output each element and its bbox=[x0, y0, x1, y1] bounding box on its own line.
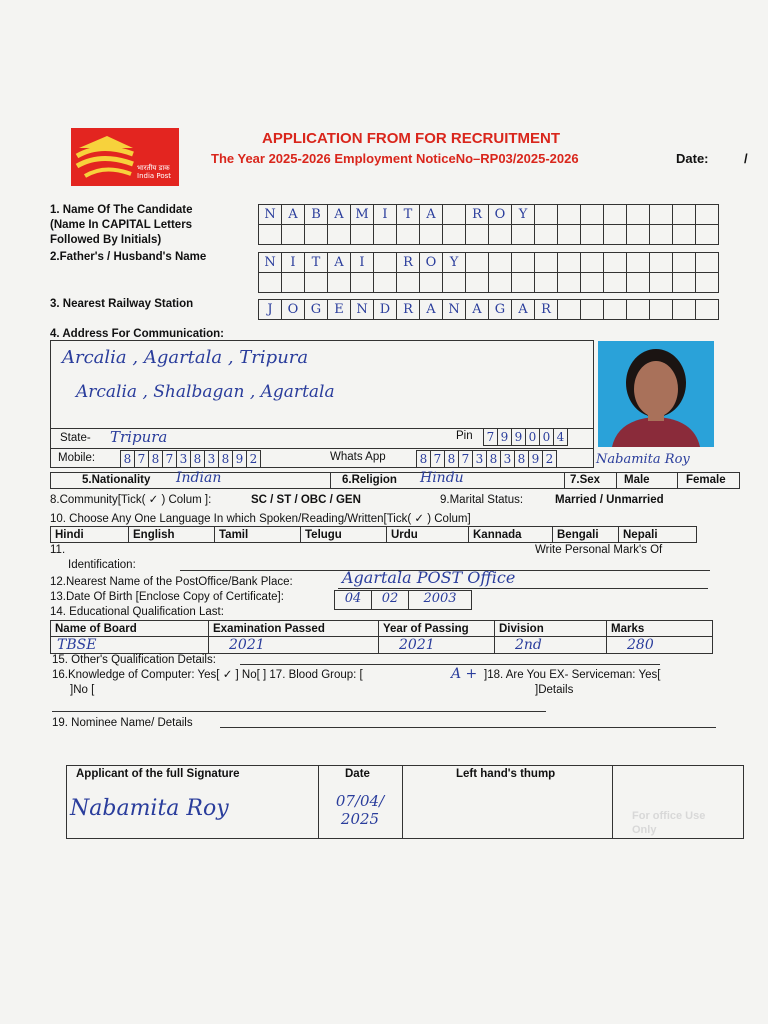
railway-letter-cell[interactable]: R bbox=[397, 300, 420, 320]
father-letter-cell[interactable] bbox=[650, 253, 673, 273]
address-line-1[interactable]: Arcalia , Agartala , Tripura bbox=[62, 347, 309, 368]
language-option[interactable]: English bbox=[129, 527, 215, 543]
language-option[interactable]: Tamil bbox=[215, 527, 301, 543]
name-label: 1. Name Of The Candidate (Name In CAPITAL Letters Followed By Initials) bbox=[50, 204, 193, 246]
father-grid[interactable] bbox=[258, 252, 719, 293]
name-letter-blank-cell[interactable] bbox=[650, 225, 673, 245]
community-label: 8.Community[Tick( ✓ ) Colum ]: bbox=[50, 494, 212, 506]
whatsapp-digit-cell[interactable]: 2 bbox=[543, 451, 557, 468]
mobile-digit-cell[interactable]: 7 bbox=[163, 451, 177, 468]
father-letter-cell[interactable]: T bbox=[305, 253, 328, 273]
railway-letter-cell[interactable] bbox=[627, 300, 650, 320]
post-office-label: 12.Nearest Name of the PostOffice/Bank Place: bbox=[50, 576, 293, 588]
photo-signature: Nabamita Roy bbox=[596, 452, 690, 467]
personal-mark-number: 11. bbox=[50, 544, 66, 556]
name-letter-cell[interactable]: B bbox=[305, 205, 328, 225]
blood-group-value[interactable]: A + bbox=[451, 666, 478, 682]
whatsapp-digit-cell[interactable]: 8 bbox=[487, 451, 501, 468]
railway-letter-cell[interactable]: D bbox=[374, 300, 397, 320]
language-option[interactable]: Nepali bbox=[619, 527, 697, 543]
form-title: APPLICATION FROM FOR RECRUITMENT bbox=[262, 130, 561, 147]
father-letter-cell[interactable] bbox=[466, 253, 489, 273]
father-letter-blank-cell[interactable] bbox=[466, 273, 489, 293]
name-letter-cell[interactable]: Y bbox=[512, 205, 535, 225]
father-letter-cell[interactable]: N bbox=[259, 253, 282, 273]
name-letter-cell[interactable] bbox=[535, 205, 558, 225]
name-letter-cell[interactable]: A bbox=[328, 205, 351, 225]
thumb-label: Left hand's thump bbox=[456, 768, 556, 780]
divider bbox=[52, 711, 546, 712]
nominee-line[interactable] bbox=[220, 727, 716, 728]
father-letter-cell[interactable] bbox=[535, 253, 558, 273]
name-letter-blank-cell[interactable] bbox=[351, 225, 374, 245]
divider bbox=[318, 765, 319, 839]
post-office-line bbox=[338, 588, 708, 589]
name-letter-blank-cell[interactable] bbox=[420, 225, 443, 245]
religion-label: 6.Religion bbox=[342, 474, 397, 486]
railway-letter-cell[interactable]: A bbox=[466, 300, 489, 320]
education-label: 14. Educational Qualification Last: bbox=[50, 606, 224, 618]
nominee-label: 19. Nominee Name/ Details bbox=[52, 717, 193, 729]
community-options[interactable]: SC / ST / OBC / GEN bbox=[251, 494, 361, 506]
whatsapp-digit-cell[interactable]: 8 bbox=[417, 451, 431, 468]
language-option[interactable]: Telugu bbox=[301, 527, 387, 543]
name-letter-cell[interactable] bbox=[627, 205, 650, 225]
computer-label[interactable]: 16.Knowledge of Computer: Yes[ ✓ ] No[ ] 17. Blood Group: [ bbox=[52, 669, 363, 681]
father-label: 2.Father's / Husband's Name bbox=[50, 251, 207, 263]
railway-letter-cell[interactable]: E bbox=[328, 300, 351, 320]
name-letter-blank-cell[interactable] bbox=[558, 225, 581, 245]
father-letter-cell[interactable]: I bbox=[282, 253, 305, 273]
father-letter-blank-cell[interactable] bbox=[351, 273, 374, 293]
date-value: / bbox=[744, 151, 748, 166]
mobile-digit-cell[interactable]: 7 bbox=[135, 451, 149, 468]
post-office-value[interactable]: Agartala POST Office bbox=[342, 568, 516, 587]
father-letter-blank-cell[interactable] bbox=[558, 273, 581, 293]
father-letter-blank-cell[interactable] bbox=[696, 273, 719, 293]
name-letter-cell[interactable] bbox=[443, 205, 466, 225]
date-label: Date: bbox=[676, 151, 709, 166]
divider bbox=[612, 765, 613, 839]
name-letter-cell[interactable]: O bbox=[489, 205, 512, 225]
railway-label: 3. Nearest Railway Station bbox=[50, 298, 194, 310]
name-letter-blank-cell[interactable] bbox=[673, 225, 696, 245]
name-letter-blank-cell[interactable] bbox=[489, 225, 512, 245]
father-letter-cell[interactable]: Y bbox=[443, 253, 466, 273]
mobile-digit-cell[interactable]: 3 bbox=[177, 451, 191, 468]
dob-year: 2003 bbox=[423, 591, 457, 606]
railway-letter-cell[interactable]: N bbox=[351, 300, 374, 320]
name-letter-cell[interactable]: A bbox=[420, 205, 443, 225]
railway-letter-cell[interactable]: J bbox=[259, 300, 282, 320]
name-letter-blank-cell[interactable] bbox=[443, 225, 466, 245]
marital-options[interactable]: Married / Unmarried bbox=[555, 494, 664, 506]
name-letter-blank-cell[interactable] bbox=[627, 225, 650, 245]
divider bbox=[616, 472, 617, 489]
name-letter-cell[interactable] bbox=[673, 205, 696, 225]
other-qualification-line[interactable] bbox=[240, 664, 660, 665]
marital-label: 9.Marital Status: bbox=[440, 494, 524, 506]
education-value[interactable]: 2nd bbox=[495, 637, 607, 654]
education-value[interactable]: TBSE bbox=[51, 637, 209, 654]
whatsapp-grid[interactable] bbox=[416, 450, 557, 468]
father-letter-cell[interactable] bbox=[673, 253, 696, 273]
father-letter-cell[interactable] bbox=[581, 253, 604, 273]
religion-value[interactable]: Hindu bbox=[420, 470, 464, 486]
railway-letter-cell[interactable] bbox=[650, 300, 673, 320]
father-letter-cell[interactable] bbox=[558, 253, 581, 273]
dob-box[interactable] bbox=[334, 590, 472, 610]
father-letter-blank-cell[interactable] bbox=[627, 273, 650, 293]
mobile-digit-cell[interactable]: 8 bbox=[149, 451, 163, 468]
divider bbox=[677, 472, 678, 489]
railway-letter-cell[interactable]: O bbox=[282, 300, 305, 320]
serviceman-no[interactable]: ]No [ bbox=[70, 684, 95, 696]
state-label: State- bbox=[60, 432, 91, 444]
name-letter-blank-cell[interactable] bbox=[466, 225, 489, 245]
railway-letter-cell[interactable]: A bbox=[420, 300, 443, 320]
language-option[interactable]: Kannada bbox=[469, 527, 553, 543]
railway-letter-cell[interactable]: R bbox=[535, 300, 558, 320]
name-letter-cell[interactable]: A bbox=[282, 205, 305, 225]
railway-letter-cell[interactable] bbox=[581, 300, 604, 320]
mobile-digit-cell[interactable]: 9 bbox=[233, 451, 247, 468]
education-header: Name of Board bbox=[51, 621, 209, 637]
dob-month: 02 bbox=[372, 591, 409, 609]
divider bbox=[50, 448, 594, 449]
father-letter-blank-cell[interactable] bbox=[443, 273, 466, 293]
name-letter-cell[interactable] bbox=[696, 205, 719, 225]
father-letter-blank-cell[interactable] bbox=[535, 273, 558, 293]
mobile-digit-cell[interactable]: 3 bbox=[205, 451, 219, 468]
railway-letter-cell[interactable]: G bbox=[305, 300, 328, 320]
education-header: Marks bbox=[607, 621, 713, 637]
father-letter-cell[interactable] bbox=[374, 253, 397, 273]
father-letter-cell[interactable]: I bbox=[351, 253, 374, 273]
education-header: Examination Passed bbox=[209, 621, 379, 637]
name-letter-cell[interactable] bbox=[604, 205, 627, 225]
pin-digit-cell[interactable]: 4 bbox=[554, 429, 568, 446]
address-line-2[interactable]: Arcalia , Shalbagan , Agartala bbox=[76, 382, 335, 402]
father-letter-blank-cell[interactable] bbox=[604, 273, 627, 293]
name-grid[interactable] bbox=[258, 204, 719, 245]
name-letter-cell[interactable]: M bbox=[351, 205, 374, 225]
name-letter-blank-cell[interactable] bbox=[374, 225, 397, 245]
mobile-digit-cell[interactable]: 8 bbox=[219, 451, 233, 468]
language-option[interactable]: Bengali bbox=[553, 527, 619, 543]
whatsapp-digit-cell[interactable]: 9 bbox=[529, 451, 543, 468]
sex-label: 7.Sex bbox=[570, 474, 601, 486]
father-letter-blank-cell[interactable] bbox=[489, 273, 512, 293]
mobile-label: Mobile: bbox=[58, 452, 96, 464]
language-option[interactable]: Hindi bbox=[51, 527, 129, 543]
pin-digit-cell[interactable]: 7 bbox=[484, 429, 498, 446]
father-letter-blank-cell[interactable] bbox=[328, 273, 351, 293]
father-letter-cell[interactable]: R bbox=[397, 253, 420, 273]
father-letter-blank-cell[interactable] bbox=[282, 273, 305, 293]
applicant-signature[interactable]: Nabamita Roy bbox=[70, 796, 229, 821]
name-letter-blank-cell[interactable] bbox=[581, 225, 604, 245]
railway-letter-cell[interactable]: A bbox=[512, 300, 535, 320]
name-letter-blank-cell[interactable] bbox=[305, 225, 328, 245]
sex-male[interactable]: Male bbox=[624, 474, 650, 486]
identification-label: Identification: bbox=[68, 559, 136, 571]
nationality-label: 5.Nationality bbox=[82, 474, 151, 486]
pin-digit-cell[interactable]: 9 bbox=[498, 429, 512, 446]
education-table bbox=[50, 620, 713, 654]
father-letter-blank-cell[interactable] bbox=[673, 273, 696, 293]
railway-letter-cell[interactable] bbox=[558, 300, 581, 320]
whatsapp-digit-cell[interactable]: 7 bbox=[459, 451, 473, 468]
father-letter-blank-cell[interactable] bbox=[581, 273, 604, 293]
name-letter-cell[interactable] bbox=[650, 205, 673, 225]
candidate-photo bbox=[598, 341, 714, 447]
whatsapp-digit-cell[interactable]: 8 bbox=[515, 451, 529, 468]
divider bbox=[330, 472, 331, 489]
whatsapp-digit-cell[interactable]: 3 bbox=[501, 451, 515, 468]
name-letter-cell[interactable]: R bbox=[466, 205, 489, 225]
pin-digit-cell[interactable]: 9 bbox=[512, 429, 526, 446]
father-letter-cell[interactable] bbox=[696, 253, 719, 273]
father-letter-cell[interactable]: O bbox=[420, 253, 443, 273]
india-post-logo: भारतीय डाक India Post bbox=[71, 128, 179, 186]
divider bbox=[564, 472, 565, 489]
railway-letter-cell[interactable] bbox=[604, 300, 627, 320]
father-letter-cell[interactable] bbox=[489, 253, 512, 273]
name-letter-cell[interactable]: N bbox=[259, 205, 282, 225]
education-value[interactable]: 2021 bbox=[209, 637, 379, 654]
language-option[interactable]: Urdu bbox=[387, 527, 469, 543]
father-letter-blank-cell[interactable] bbox=[650, 273, 673, 293]
applicant-signature-label: Applicant of the full Signature bbox=[76, 768, 240, 780]
pin-grid[interactable] bbox=[483, 428, 568, 446]
father-letter-blank-cell[interactable] bbox=[374, 273, 397, 293]
father-letter-cell[interactable]: A bbox=[328, 253, 351, 273]
name-letter-blank-cell[interactable] bbox=[259, 225, 282, 245]
serviceman-details: ]Details bbox=[535, 684, 574, 696]
pin-label: Pin bbox=[456, 430, 473, 442]
name-letter-blank-cell[interactable] bbox=[328, 225, 351, 245]
railway-letter-cell[interactable] bbox=[673, 300, 696, 320]
name-letter-blank-cell[interactable] bbox=[397, 225, 420, 245]
dob-label: 13.Date Of Birth [Enclose Copy of Certificate]: bbox=[50, 591, 284, 603]
name-letter-cell[interactable] bbox=[581, 205, 604, 225]
state-value[interactable]: Tripura bbox=[110, 428, 168, 446]
other-qualification-label: 15. Other's Qualification Details: bbox=[52, 654, 216, 666]
name-letter-blank-cell[interactable] bbox=[604, 225, 627, 245]
father-letter-blank-cell[interactable] bbox=[512, 273, 535, 293]
railway-letter-cell[interactable]: N bbox=[443, 300, 466, 320]
whatsapp-digit-cell[interactable]: 7 bbox=[431, 451, 445, 468]
pin-digit-cell[interactable]: 0 bbox=[540, 429, 554, 446]
form-subtitle: The Year 2025-2026 Employment NoticeNo–RP03/2025-2026 bbox=[211, 151, 579, 166]
father-letter-blank-cell[interactable] bbox=[305, 273, 328, 293]
name-letter-cell[interactable]: T bbox=[397, 205, 420, 225]
father-letter-cell[interactable] bbox=[604, 253, 627, 273]
whatsapp-digit-cell[interactable]: 3 bbox=[473, 451, 487, 468]
sex-female[interactable]: Female bbox=[686, 474, 726, 486]
sign-date-label: Date bbox=[345, 768, 370, 780]
name-letter-cell[interactable] bbox=[558, 205, 581, 225]
education-value[interactable]: 280 bbox=[607, 637, 713, 654]
father-letter-cell[interactable] bbox=[512, 253, 535, 273]
name-letter-blank-cell[interactable] bbox=[282, 225, 305, 245]
father-letter-cell[interactable] bbox=[627, 253, 650, 273]
language-label: 10. Choose Any One Language In which Spoken/Reading/Written[Tick( ✓ ) Colum] bbox=[50, 513, 471, 525]
dob-day: 04 bbox=[335, 591, 372, 609]
name-letter-blank-cell[interactable] bbox=[512, 225, 535, 245]
name-letter-blank-cell[interactable] bbox=[535, 225, 558, 245]
office-use-label: For office Use Only bbox=[632, 810, 706, 836]
sign-date-value[interactable]: 07/04/ 2025 bbox=[335, 792, 385, 828]
serviceman-label[interactable]: ]18. Are You EX- Serviceman: Yes[ bbox=[484, 669, 661, 681]
name-letter-blank-cell[interactable] bbox=[696, 225, 719, 245]
education-header: Division bbox=[495, 621, 607, 637]
railway-letter-cell[interactable]: G bbox=[489, 300, 512, 320]
whatsapp-digit-cell[interactable]: 8 bbox=[445, 451, 459, 468]
pin-digit-cell[interactable]: 0 bbox=[526, 429, 540, 446]
railway-grid[interactable] bbox=[258, 299, 719, 320]
personal-mark-label: Write Personal Mark's Of bbox=[535, 544, 663, 556]
language-table[interactable] bbox=[50, 526, 697, 543]
nationality-value[interactable]: Indian bbox=[176, 470, 222, 486]
education-header: Year of Passing bbox=[379, 621, 495, 637]
father-letter-blank-cell[interactable] bbox=[259, 273, 282, 293]
mobile-grid[interactable] bbox=[120, 450, 261, 468]
mobile-digit-cell[interactable]: 8 bbox=[121, 451, 135, 468]
education-value[interactable]: 2021 bbox=[379, 637, 495, 654]
railway-letter-cell[interactable] bbox=[696, 300, 719, 320]
mobile-digit-cell[interactable]: 8 bbox=[191, 451, 205, 468]
father-letter-blank-cell[interactable] bbox=[397, 273, 420, 293]
divider bbox=[402, 765, 403, 839]
mobile-digit-cell[interactable]: 2 bbox=[247, 451, 261, 468]
father-letter-blank-cell[interactable] bbox=[420, 273, 443, 293]
name-letter-cell[interactable]: I bbox=[374, 205, 397, 225]
address-label: 4. Address For Communication: bbox=[50, 328, 225, 340]
whatsapp-label: Whats App bbox=[330, 451, 386, 463]
